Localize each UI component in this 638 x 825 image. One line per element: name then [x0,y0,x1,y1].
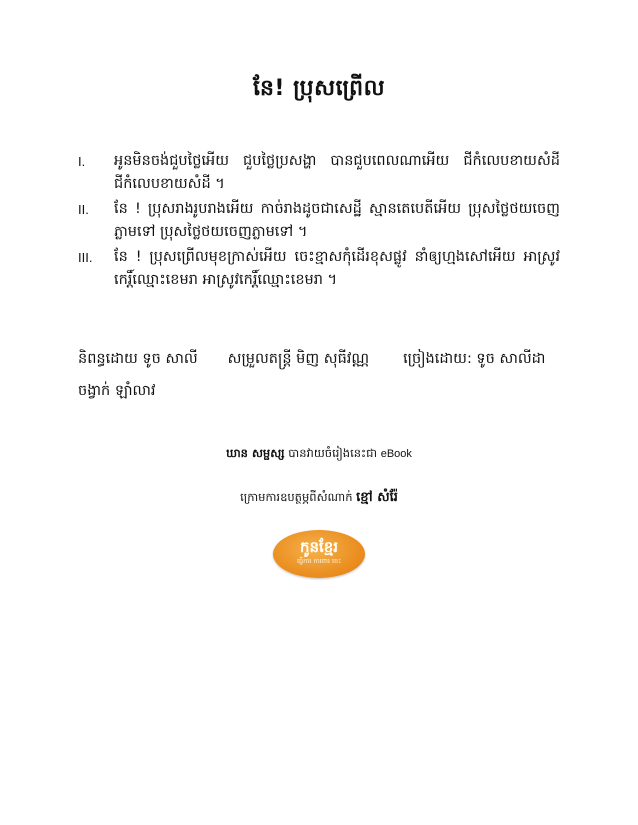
sponsor-text: ក្រោមការឧបត្ថម្ភពីសំណាក់ [240,490,353,504]
lyrics-list [78,150,560,294]
verse-number: I. [78,154,86,169]
composer-credit: និពន្ធដោយ ទូច សាលី [78,351,198,367]
song-credits [78,343,560,407]
verse-item [78,246,560,292]
page-title: នែ! ប្រុសព្រើល [252,76,386,101]
logo-sub-text: ធ្វើការ ការពារ ចេះ [296,557,342,565]
typist-name: ឃាន សម្ផស្ស [226,446,285,460]
ebook-format: eBook [380,448,412,460]
sponsor-note [0,489,638,508]
singer-credit: ច្រៀងដោយ: ទូច សាលីដា [403,351,546,367]
ebook-text: បានវាយចំរៀងនេះជា [288,446,378,460]
verse-item [78,150,560,196]
arranger-credit: សម្រួលតន្ត្រី មិញ សុធីវណ្ណ [227,351,370,367]
verse-text: អូនមិនចង់ជួបថ្លៃអើយ ជួបថ្លៃប្រសង្ហា បានជួបពេលណាអើយ ជីកំលេបខាយសំដី ជីកំលេបខាយសំដី ។ [114,153,560,192]
rhythm-credit: ចង្វាក់ ឡាំលាវ [78,383,156,399]
verse-number: II. [78,202,89,217]
verse-text: នែ ! ប្រុសរាងរូបរាងអើយ កាច់រាងដូចជាសេដ្ឋី ស្មានតេបេតីអើយ ប្រុសថ្លៃថយចេញភ្លាមទៅ ប្រុសថ្លៃថយចេញភ្លាមទៅ ។ [114,201,560,240]
verse-item [78,198,560,244]
verse-text: នែ ! ប្រុសព្រើលមុខក្រាស់អើយ ចេះខ្មាសកុំដើរខុសផ្លូវ នាំឲ្យហ្មងសៅអើយ អាស្រូវកេរ្តិ៍ឈ្មោះខេមរា អាស្រូវកេរ្តិ៍ឈ្មោះខេមរា ។ [114,249,560,288]
logo-main-text: កូនខ្មែរ [299,538,339,556]
ebook-note [0,446,638,463]
verse-number: III. [78,250,93,265]
sponsor-name: ខ្មៅ សំរ៉ែ [356,490,398,505]
khmer-logo [273,530,365,578]
